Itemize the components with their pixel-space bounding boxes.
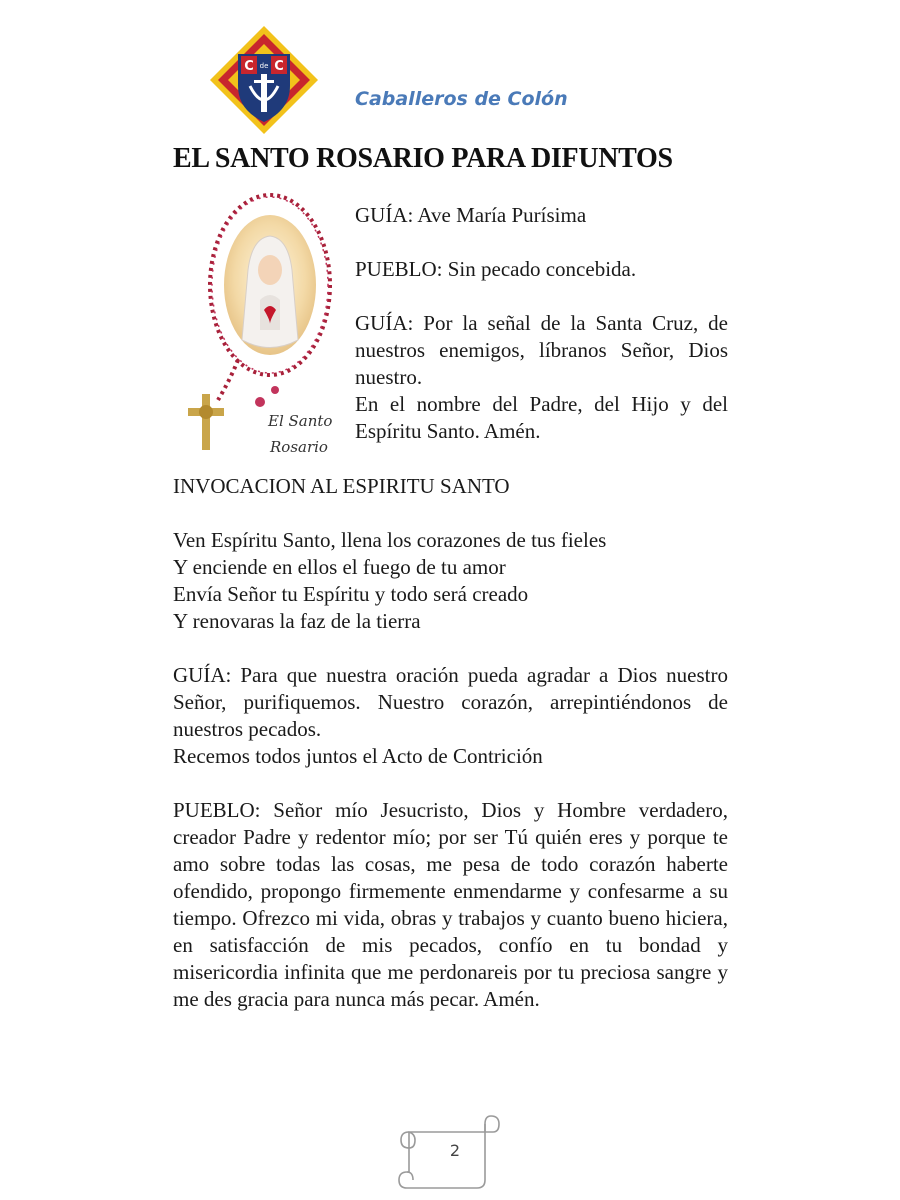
act-of-contrition: PUEBLO: Señor mío Jesucristo, Dios y Hombre verdadero, creador Padre y redentor mío; por ser Tú quién eres y porque te amo sobre todas las cosas, me pesa de todo corazón haberte ofendido, propongo firmemente enmendarme y confesarme a su tiempo. Ofrezco mi vida, obras y trabajos y cuanto bueno hiciera, en satisfacción de mis pecados, confío en tu bondad y misericordia infinita que me perdonareis por tu preciosa sangre y me des gracia para nunca más pecar. Amén.	[173, 798, 728, 1011]
invocation-prayer	[173, 527, 728, 635]
prayer-body	[173, 473, 728, 1040]
rosary-image	[180, 190, 340, 470]
svg-text:Rosario: Rosario	[270, 438, 328, 456]
page-title: EL SANTO ROSARIO PARA DIFUNTOS	[173, 143, 673, 174]
invocation-line: Envía Señor tu Espíritu y todo será creado	[173, 582, 529, 606]
people-response: PUEBLO: Sin pecado concebida.	[355, 257, 637, 281]
invocation-line: Ven Espíritu Santo, llena los corazones de tus fieles	[173, 528, 607, 552]
invocation-line: Y enciende en ellos el fuego de tu amor	[173, 555, 506, 579]
svg-text:de: de	[259, 62, 269, 70]
svg-text:El Santo: El Santo	[268, 412, 333, 430]
opening-prayers	[355, 202, 728, 445]
organization-name: Caballeros de Colón	[355, 88, 568, 110]
trinity-invocation: En el nombre del Padre, del Hijo y del Espíritu Santo. Amén.	[355, 392, 728, 443]
sign-of-cross: GUÍA: Por la señal de la Santa Cruz, de nuestros enemigos, líbranos Señor, Dios nuestro.	[355, 311, 728, 389]
guide-text: GUÍA: Para que nuestra oración pueda agradar a Dios nuestro Señor, purifiquemos. Nuestro corazón, arrepintiéndonos de nuestros pecados.	[173, 663, 728, 741]
knights-of-columbus-emblem	[208, 24, 320, 136]
guide-paragraph	[173, 662, 728, 770]
guide-line2: Recemos todos juntos el Acto de Contrición	[173, 744, 543, 768]
svg-text:C: C	[274, 59, 284, 74]
page-number: 2	[449, 1141, 461, 1160]
invocation-line: Y renovaras la faz de la tierra	[173, 609, 421, 633]
guide-greeting: GUÍA: Ave María Purísima	[355, 203, 587, 227]
svg-text:C: C	[244, 59, 254, 74]
invocation-heading: INVOCACION AL ESPIRITU SANTO	[173, 474, 510, 498]
